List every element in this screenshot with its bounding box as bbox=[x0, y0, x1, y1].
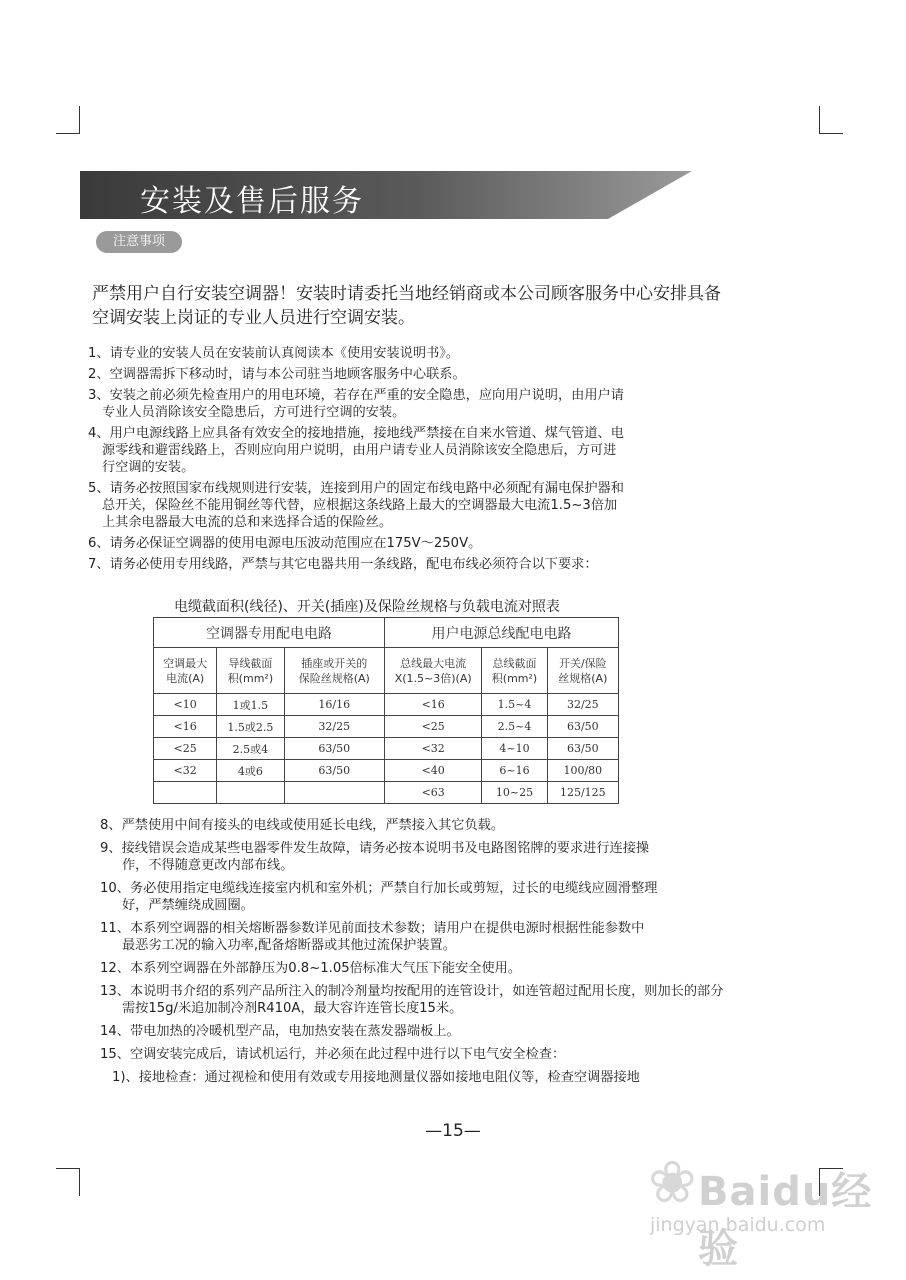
baidu-watermark bbox=[648, 1148, 888, 1272]
list-item bbox=[88, 387, 768, 421]
column-header bbox=[154, 648, 217, 694]
list-item bbox=[88, 840, 768, 874]
column-header-line: 插座或开关的 bbox=[301, 656, 368, 670]
column-header bbox=[284, 648, 384, 694]
table-cell: 63/50 bbox=[547, 738, 618, 760]
list-item-line: 8、严禁使用中间有接头的电线或使用延长电线，严禁接入其它负载。 bbox=[100, 818, 505, 833]
list-item bbox=[88, 880, 768, 914]
list-item bbox=[88, 1069, 768, 1086]
intro-warning bbox=[92, 282, 772, 330]
table-cell: 4或6 bbox=[217, 760, 284, 782]
list-item-line: 6、请务必保证空调器的使用电源电压波动范围应在175V～250V。 bbox=[88, 536, 482, 551]
table-cell: <25 bbox=[384, 716, 481, 738]
table-cell: 10~25 bbox=[482, 782, 547, 804]
list-item-line: 最恶劣工况的输入功率,配备熔断器或其他过流保护装置。 bbox=[122, 938, 456, 953]
list-item-line: 11、本系列空调器的相关熔断器参数详见前面技术参数；请用户在提供电源时根据性能参数中 bbox=[100, 921, 645, 936]
table-cell: 1.5~4 bbox=[482, 694, 547, 716]
column-header bbox=[217, 648, 284, 694]
column-header-line: X(1.5~3倍)(A) bbox=[394, 671, 472, 685]
table-row bbox=[154, 782, 619, 804]
notice-list-a bbox=[88, 345, 768, 573]
list-item-line: 15、空调安装完成后，请试机运行，并必须在此过程中进行以下电气安全检查： bbox=[100, 1047, 566, 1062]
paw-icon: ❀ bbox=[648, 1148, 697, 1216]
list-item bbox=[88, 960, 768, 977]
table-row bbox=[154, 716, 619, 738]
column-header bbox=[547, 648, 618, 694]
table-cell: 4~10 bbox=[482, 738, 547, 760]
table-cell bbox=[217, 782, 284, 804]
table-cell: <32 bbox=[384, 738, 481, 760]
column-header-line: 总线最大电流 bbox=[400, 656, 467, 670]
page-number: —15— bbox=[425, 1121, 481, 1141]
column-header-line: 积(mm²) bbox=[227, 671, 274, 685]
list-item-line: 3、安装之前必须先检查用户的用电环境，若存在严重的安全隐患，应向用户说明，由用户请 bbox=[88, 388, 624, 403]
list-item bbox=[88, 345, 768, 362]
list-item bbox=[88, 983, 768, 1017]
crop-mark-bottom-left bbox=[79, 1168, 80, 1196]
table-cell: <16 bbox=[154, 716, 217, 738]
table-cell: 6~16 bbox=[482, 760, 547, 782]
intro-line: 严禁用户自行安装空调器！安装时请委托当地经销商或本公司顾客服务中心安排具备 bbox=[92, 284, 721, 304]
column-header-line: 总线截面 bbox=[492, 656, 537, 670]
table-cell: <40 bbox=[384, 760, 481, 782]
list-item-line: 专业人员消除该安全隐患后，方可进行空调的安装。 bbox=[102, 405, 406, 420]
list-item-line: 1)、接地检查：通过视检和使用有效或专用接地测量仪器如接地电阻仪等，检查空调器接地 bbox=[112, 1070, 640, 1085]
column-header bbox=[482, 648, 547, 694]
list-item-line: 7、请务必使用专用线路，严禁与其它电器共用一条线路，配电布线必须符合以下要求： bbox=[88, 557, 598, 572]
column-header-line: 电流(A) bbox=[166, 671, 205, 685]
list-item bbox=[88, 480, 768, 531]
list-item-line: 13、本说明书介绍的系列产品所注入的制冷剂量均按配用的连管设计，如连管超过配用长度，则加长的部分 bbox=[100, 984, 724, 999]
column-header-line: 导线截面 bbox=[228, 656, 273, 670]
table-row bbox=[154, 760, 619, 782]
table-cell: 63/50 bbox=[284, 760, 384, 782]
column-header-line: 丝规格(A) bbox=[558, 671, 608, 685]
list-item-line: 作，不得随意更改内部布线。 bbox=[122, 858, 294, 873]
table-row bbox=[154, 738, 619, 760]
crop-mark-top-left bbox=[79, 106, 80, 134]
crop-mark-bottom-left bbox=[56, 1168, 80, 1169]
table-cell: <63 bbox=[384, 782, 481, 804]
list-item-line: 上其余电器最大电流的总和来选择合适的保险丝。 bbox=[102, 515, 393, 530]
column-header-line: 保险丝规格(A) bbox=[298, 671, 370, 685]
table-cell: 1.5或2.5 bbox=[217, 716, 284, 738]
intro-line: 空调安装上岗证的专业人员进行空调安装。 bbox=[92, 308, 415, 328]
list-item-line: 5、请务必按照国家布线规则进行安装，连接到用户的固定布线电路中必须配有漏电保护器和 bbox=[88, 481, 624, 496]
list-item-line: 需按15g/米追加制冷剂R410A，最大容许连管长度15米。 bbox=[122, 1001, 463, 1016]
table-cell: <25 bbox=[154, 738, 217, 760]
list-item bbox=[88, 535, 768, 552]
group-header-right: 用户电源总线配电电路 bbox=[384, 618, 618, 648]
table-cell: 16/16 bbox=[284, 694, 384, 716]
table-cell: 63/50 bbox=[284, 738, 384, 760]
column-header-line: 空调最大 bbox=[163, 656, 208, 670]
table-caption: 电缆截面积(线径)、开关(插座)及保险丝规格与负载电流对照表 bbox=[174, 599, 560, 615]
list-item bbox=[88, 1023, 768, 1040]
list-item-line: 9、接线错误会造成某些电器零件发生故障，请务必按本说明书及电路图铭牌的要求进行连接操 bbox=[100, 841, 650, 856]
list-item-line: 12、本系列空调器在外部静压为0.8~1.05倍标准大气压下能安全使用。 bbox=[100, 961, 522, 976]
table-cell bbox=[284, 782, 384, 804]
list-item-line: 行空调的安装。 bbox=[102, 460, 195, 475]
table-cell: 32/25 bbox=[284, 716, 384, 738]
table-cell: 2.5~4 bbox=[482, 716, 547, 738]
list-item-line: 源零线和避雷线路上，否则应向用户说明，由用户请专业人员消除该安全隐患后，方可进 bbox=[102, 443, 617, 458]
table-row bbox=[154, 694, 619, 716]
list-item bbox=[88, 425, 768, 476]
column-header bbox=[384, 648, 481, 694]
watermark-url: jingyan.baidu.com bbox=[650, 1214, 826, 1236]
column-header-line: 开关/保险 bbox=[558, 656, 607, 670]
table-cell: <10 bbox=[154, 694, 217, 716]
table-cell: 100/80 bbox=[547, 760, 618, 782]
table-cell bbox=[154, 782, 217, 804]
list-item-line: 4、用户电源线路上应具备有效安全的接地措施，接地线严禁接在自来水管道、煤气管道、电 bbox=[88, 426, 624, 441]
list-item bbox=[88, 817, 768, 834]
list-item-line: 10、务必使用指定电缆线连接室内机和室外机；严禁自行加长或剪短，过长的电缆线应圆滑整理 bbox=[100, 881, 658, 896]
crop-mark-top-right bbox=[819, 106, 820, 134]
table-cell: 63/50 bbox=[547, 716, 618, 738]
list-item-line: 2、空调器需拆下移动时，请与本公司驻当地顾客服务中心联系。 bbox=[88, 367, 466, 382]
list-item-line: 好，严禁缠绕成圆圈。 bbox=[122, 898, 254, 913]
table-cell: <16 bbox=[384, 694, 481, 716]
crop-mark-top-left bbox=[56, 133, 80, 134]
list-item bbox=[88, 556, 768, 573]
list-item bbox=[88, 920, 768, 954]
table-cell: <32 bbox=[154, 760, 217, 782]
crop-mark-top-right bbox=[819, 133, 843, 134]
list-item-line: 1、请专业的安装人员在安装前认真阅读本《使用安装说明书》。 bbox=[88, 346, 460, 361]
list-item-line: 14、带电加热的冷暖机型产品，电加热安装在蒸发器端板上。 bbox=[100, 1024, 460, 1039]
table-cell: 125/125 bbox=[547, 782, 618, 804]
notice-list-b bbox=[88, 817, 768, 1086]
wiring-spec-table bbox=[153, 617, 619, 804]
section-tag: 注意事项 bbox=[96, 231, 182, 253]
table-cell: 32/25 bbox=[547, 694, 618, 716]
column-header-line: 积(mm²) bbox=[491, 671, 538, 685]
table-cell: 2.5或4 bbox=[217, 738, 284, 760]
group-header-left: 空调器专用配电电路 bbox=[154, 618, 385, 648]
list-item bbox=[88, 1046, 768, 1063]
list-item bbox=[88, 366, 768, 383]
watermark-logo: Baidu经验 bbox=[698, 1169, 873, 1272]
list-item-line: 总开关，保险丝不能用铜丝等代替，应根据这条线路上最大的空调器最大电流1.5~3倍加 bbox=[102, 498, 618, 513]
table-cell: 1或1.5 bbox=[217, 694, 284, 716]
page-title: 安装及售后服务 bbox=[140, 184, 364, 219]
